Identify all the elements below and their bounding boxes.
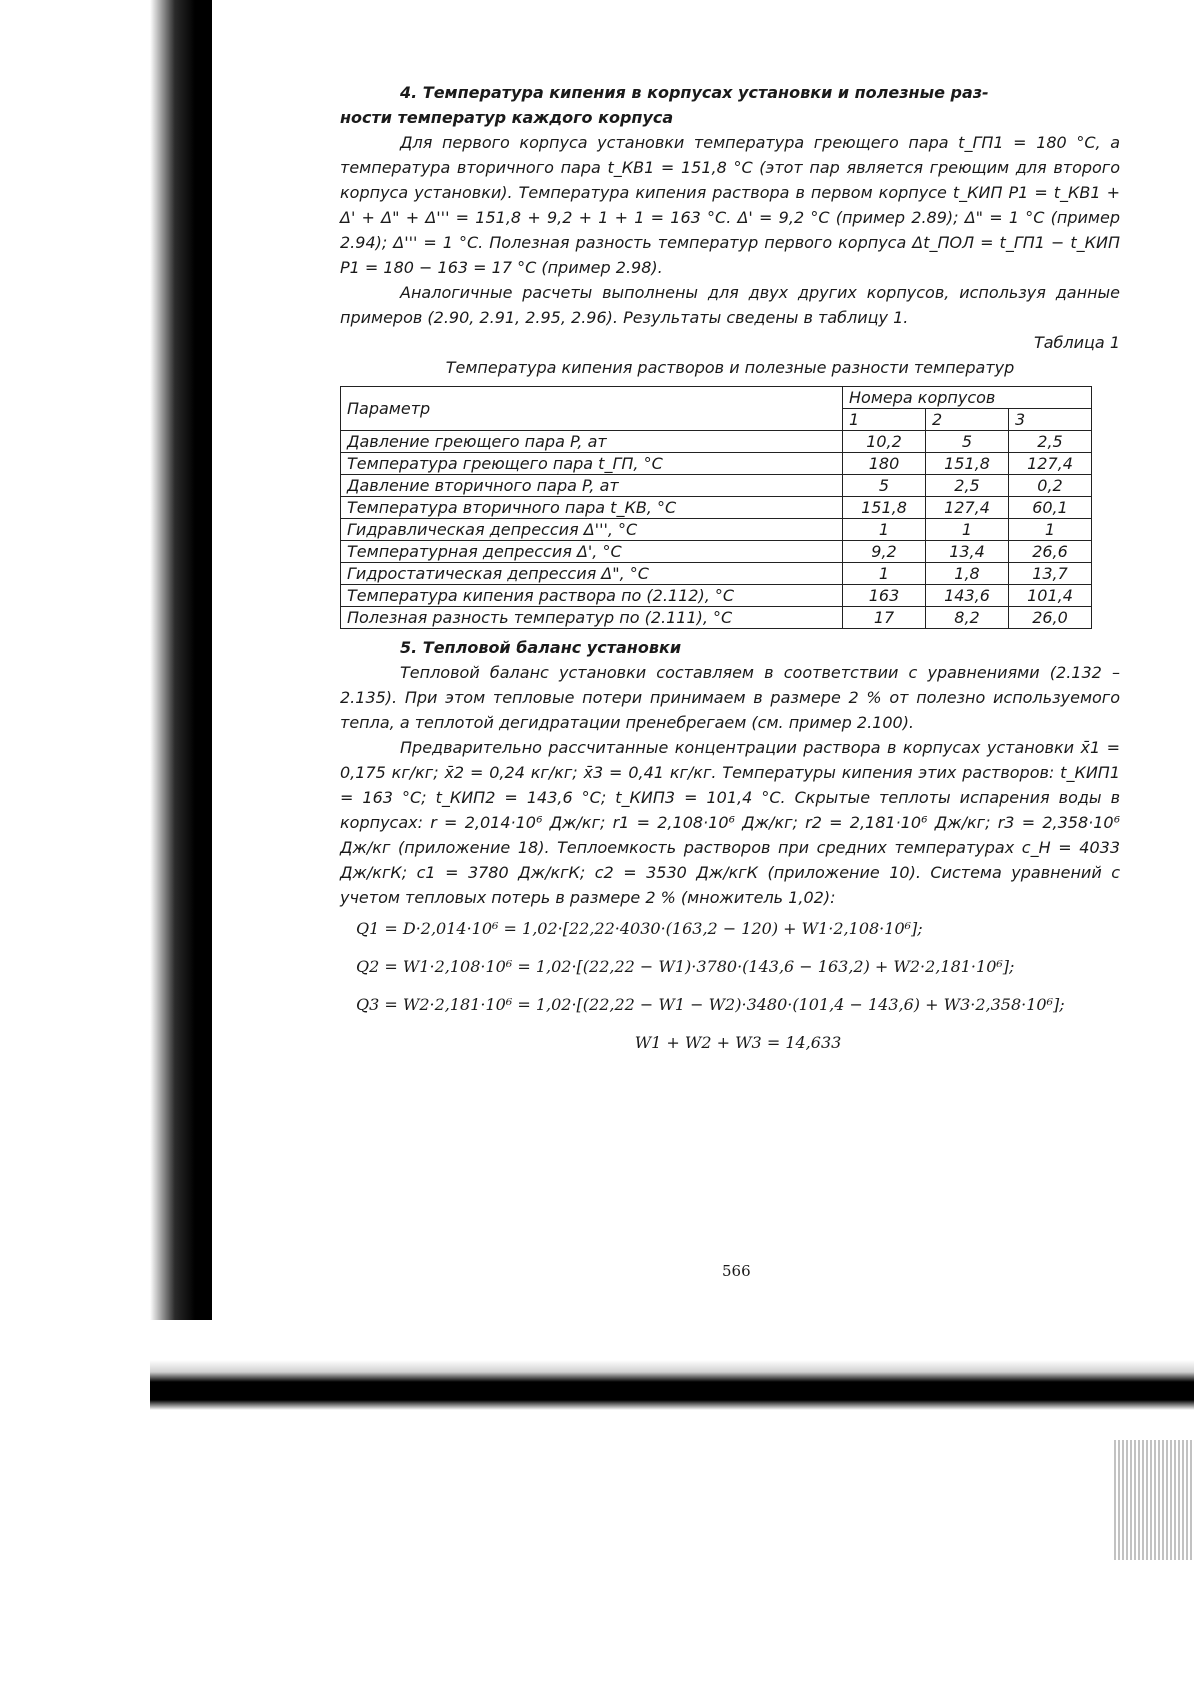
page-number: 566 bbox=[722, 1262, 751, 1280]
row-value: 9,2 bbox=[843, 541, 926, 563]
table-row bbox=[341, 607, 1092, 629]
section4-heading-line2: ности температур каждого корпуса bbox=[340, 108, 674, 127]
section4-paragraph-1: Для первого корпуса установки температура греющего пара t_ГП1 = 180 °C, а температура вторичного пара t_КВ1 = 151,8 °C (этот пар является греющим для второго корпуса установки). Температура кипения раствора в первом корпусе t_КИП Р1 = t_КВ1 + Δ' + Δ" + Δ''' = 151,8 + 9,2 + 1 + 1 = 163 °C. Δ' = 9,2 °C (пример 2.89); Δ" = 1 °C (пример 2.94); Δ''' = 1 °C. Полезная разность температур первого корпуса Δt_ПОЛ = t_ГП1 − t_КИП Р1 = 180 − 163 = 17 °C (пример 2.98). bbox=[340, 133, 1120, 277]
scan-noise bbox=[1114, 1440, 1194, 1560]
row-value: 163 bbox=[843, 585, 926, 607]
table-caption: Температура кипения растворов и полезные разности температур bbox=[445, 358, 1015, 377]
table-row bbox=[341, 497, 1092, 519]
row-value: 143,6 bbox=[926, 585, 1009, 607]
row-value: 127,4 bbox=[1009, 453, 1092, 475]
table-header-row bbox=[341, 387, 1092, 409]
row-value: 1,8 bbox=[926, 563, 1009, 585]
row-value: 26,0 bbox=[1009, 607, 1092, 629]
table-row bbox=[341, 563, 1092, 585]
row-param: Температура кипения раствора по (2.112), °C bbox=[341, 585, 843, 607]
table-label: Таблица 1 bbox=[1033, 333, 1120, 352]
row-value: 13,7 bbox=[1009, 563, 1092, 585]
row-param: Гидравлическая депрессия Δ''', °C bbox=[341, 519, 843, 541]
row-value: 13,4 bbox=[926, 541, 1009, 563]
equation-1: Q1 = D·2,014·10⁶ = 1,02·[22,22·4030·(163,2 − 120) + W1·2,108·10⁶]; bbox=[356, 919, 923, 938]
equation-3: Q3 = W2·2,181·10⁶ = 1,02·[(22,22 − W1 − W2)·3480·(101,4 − 143,6) + W3·2,358·10⁶]; bbox=[356, 995, 1065, 1014]
row-value: 0,2 bbox=[1009, 475, 1092, 497]
row-value: 2,5 bbox=[1009, 431, 1092, 453]
table-row bbox=[341, 475, 1092, 497]
table-row bbox=[341, 431, 1092, 453]
table-row bbox=[341, 541, 1092, 563]
row-param: Давление вторичного пара P, ат bbox=[341, 475, 843, 497]
row-value: 151,8 bbox=[926, 453, 1009, 475]
col-number: 2 bbox=[926, 409, 1009, 431]
row-value: 26,6 bbox=[1009, 541, 1092, 563]
row-value: 1 bbox=[1009, 519, 1092, 541]
document-page bbox=[340, 80, 1120, 1062]
row-param: Температурная депрессия Δ', °C bbox=[341, 541, 843, 563]
row-param: Температура греющего пара t_ГП, °C bbox=[341, 453, 843, 475]
row-param: Гидростатическая депрессия Δ", °C bbox=[341, 563, 843, 585]
section5-paragraph-1: Тепловой баланс установки составляем в соответствии с уравнениями (2.132 – 2.135). При этом тепловые потери принимаем в размере 2 % от полезно используемого тепла, а теплотой дегидратации пренебрегаем (см. пример 2.100). bbox=[340, 663, 1120, 732]
row-value: 151,8 bbox=[843, 497, 926, 519]
book-spine-shadow bbox=[0, 0, 212, 1480]
section5-paragraph-2: Предварительно рассчитанные концентрации раствора в корпусах установки x̄1 = 0,175 кг/кг; x̄2 = 0,24 кг/кг; x̄3 = 0,41 кг/кг. Температуры кипения этих растворов: t_КИП1 = 163 °C; t_КИП2 = 143,6 °C; t_КИП3 = 101,4 °C. Скрытые теплоты испарения воды в корпусах: r = 2,014·10⁶ Дж/кг; r1 = 2,108·10⁶ Дж/кг; r2 = 2,181·10⁶ Дж/кг; r3 = 2,358·10⁶ Дж/кг (приложение 18). Теплоемкость растворов при средних температурах c_Н = 4033 Дж/кгК; c1 = 3780 Дж/кгК; c2 = 3530 Дж/кгК (приложение 10). Система уравнений с учетом тепловых потерь в размере 2 % (множитель 1,02): bbox=[340, 738, 1120, 907]
header-param: Параметр bbox=[341, 387, 843, 431]
row-value: 8,2 bbox=[926, 607, 1009, 629]
row-value: 2,5 bbox=[926, 475, 1009, 497]
table-row bbox=[341, 519, 1092, 541]
page-bottom-shadow bbox=[150, 1320, 1194, 1490]
table-row bbox=[341, 585, 1092, 607]
row-value: 180 bbox=[843, 453, 926, 475]
equation-4: W1 + W2 + W3 = 14,633 bbox=[634, 1033, 842, 1052]
row-value: 127,4 bbox=[926, 497, 1009, 519]
row-value: 5 bbox=[926, 431, 1009, 453]
row-value: 17 bbox=[843, 607, 926, 629]
row-value: 1 bbox=[843, 563, 926, 585]
row-value: 5 bbox=[843, 475, 926, 497]
section4-heading bbox=[340, 80, 1120, 130]
section4-paragraph-2: Аналогичные расчеты выполнены для двух других корпусов, используя данные примеров (2.90, 2.91, 2.95, 2.96). Результаты сведены в таблицу 1. bbox=[340, 283, 1120, 327]
section5-heading: 5. Тепловой баланс установки bbox=[400, 638, 682, 657]
section4-heading-line1: 4. Температура кипения в корпусах установки и полезные раз- bbox=[400, 83, 989, 102]
row-param: Полезная разность температур по (2.111), °C bbox=[341, 607, 843, 629]
header-group: Номера корпусов bbox=[843, 387, 1092, 409]
row-param: Температура вторичного пара t_КВ, °C bbox=[341, 497, 843, 519]
row-value: 101,4 bbox=[1009, 585, 1092, 607]
row-value: 10,2 bbox=[843, 431, 926, 453]
table-row bbox=[341, 453, 1092, 475]
temperature-table bbox=[340, 386, 1092, 629]
row-value: 1 bbox=[843, 519, 926, 541]
equation-2: Q2 = W1·2,108·10⁶ = 1,02·[(22,22 − W1)·3780·(143,6 − 163,2) + W2·2,181·10⁶]; bbox=[356, 957, 1015, 976]
row-value: 1 bbox=[926, 519, 1009, 541]
col-number: 1 bbox=[843, 409, 926, 431]
row-param: Давление греющего пара P, ат bbox=[341, 431, 843, 453]
col-number: 3 bbox=[1009, 409, 1092, 431]
row-value: 60,1 bbox=[1009, 497, 1092, 519]
